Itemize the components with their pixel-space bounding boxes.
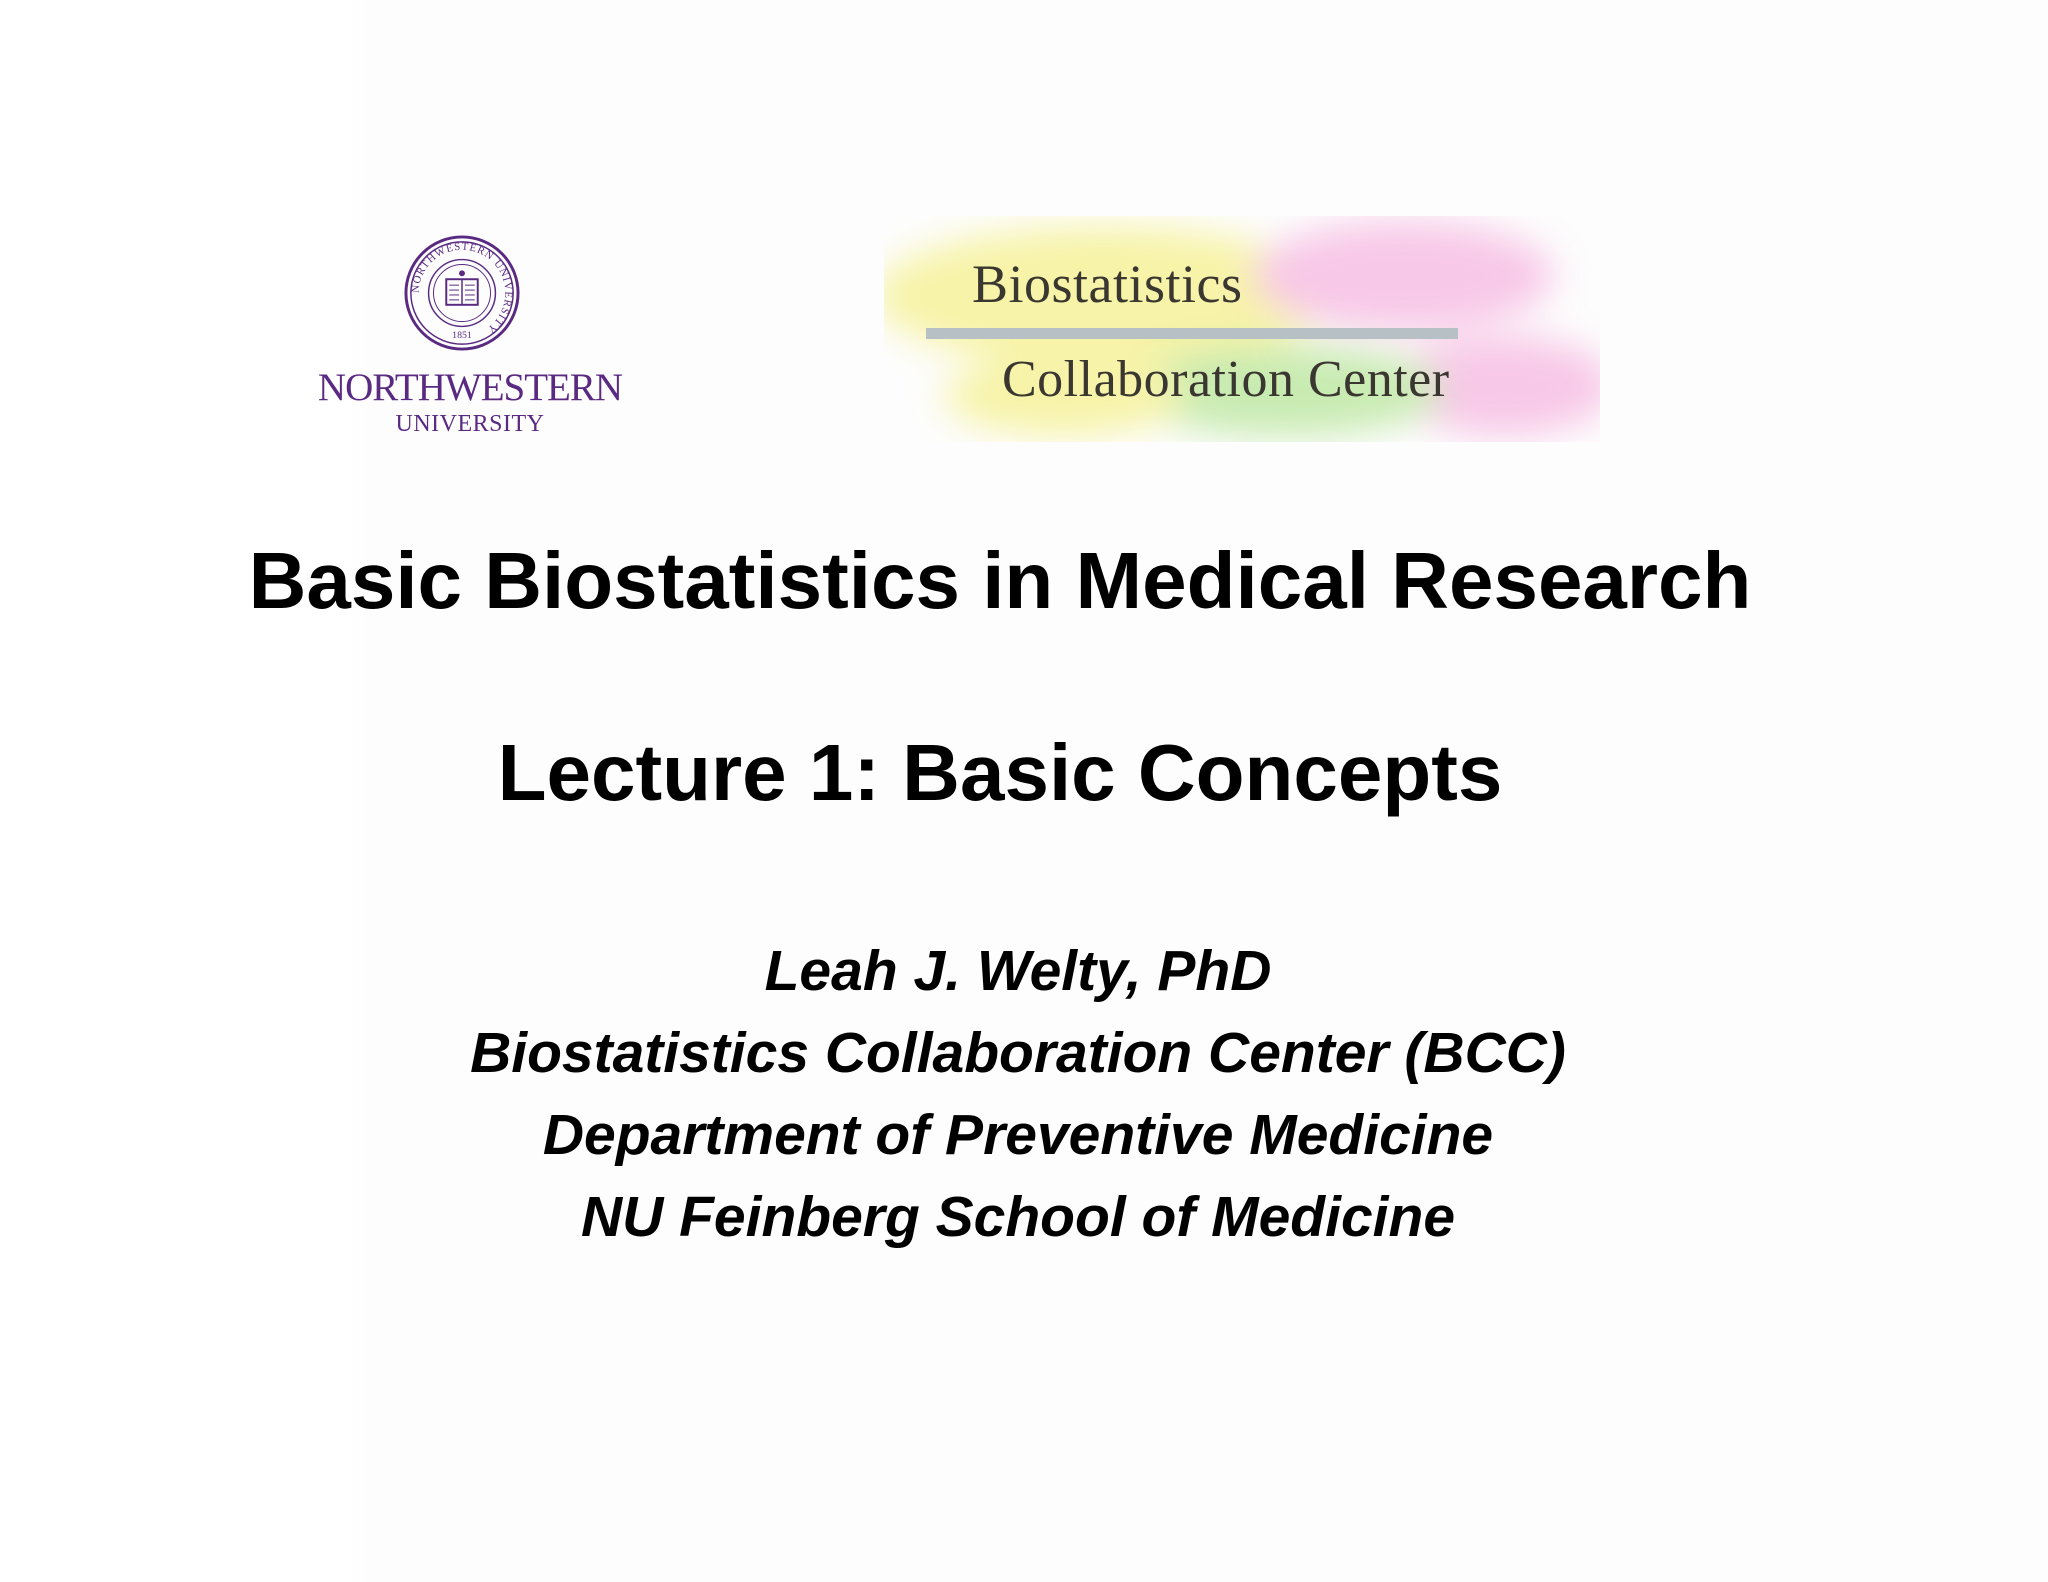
author-block [0,930,2036,1258]
svg-text:1851: 1851 [452,330,472,342]
northwestern-seal-icon [403,234,521,352]
author-affiliation-school: NU Feinberg School of Medicine [580,1185,1456,1249]
bcc-logo-divider [926,328,1458,339]
northwestern-wordmark: NORTHWESTERN [317,366,623,409]
bcc-logo [884,216,1600,442]
svg-text:NORTHWESTERN UNIVERSITY: NORTHWESTERN UNIVERSITY [409,240,515,336]
lecture-title: Lecture 1: Basic Concepts [497,728,1503,817]
northwestern-logo [300,232,640,442]
author-name: Leah J. Welty, PhD [764,939,1272,1003]
university-label: UNIVERSITY [395,411,545,437]
slide-title: Basic Biostatistics in Medical Research [248,536,1752,625]
bcc-logo-title: Biostatistics [972,254,1243,314]
author-affiliation-center: Biostatistics Collaboration Center (BCC) [470,1021,1566,1085]
author-affiliation-department: Department of Preventive Medicine [542,1103,1494,1167]
bcc-logo-subtitle: Collaboration Center [1002,351,1450,408]
